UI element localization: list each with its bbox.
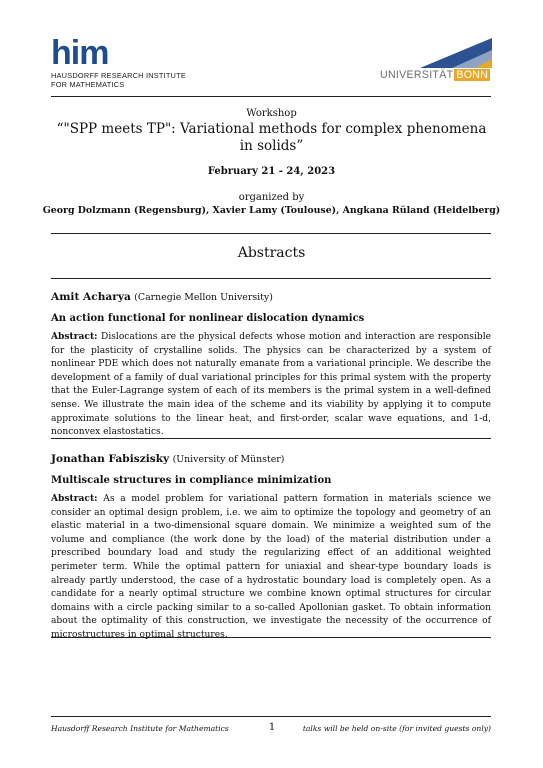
him-logo bbox=[51, 34, 211, 89]
abstract-label: Abstract: bbox=[51, 493, 98, 504]
workshop-title-line1: “"SPP meets TP": Variational methods for complex phenomena bbox=[56, 121, 487, 137]
him-logo-line2: FOR MATHEMATICS bbox=[51, 80, 125, 89]
talk-title: Multiscale structures in compliance minimization bbox=[51, 475, 332, 486]
abstract-body: Dislocations are the physical defects whose motion and interaction are responsible for the plasticity of crystalline solids. The physics can be characterized by a system of nonlinear PDE which does not naturally emanate from a variational principle. We describe the development of a family of dual variational principles for this primal system with the property that the Euler-Lagrange system of each of its members is the primal system in a well-defined sense. We illustrate the main idea of the scheme and its viability by applying it to compute approximate solutions to the linear heat, and first-order, scalar wave equations, and 1-d, nonconvex elastostatics. bbox=[51, 332, 491, 438]
abstract-text bbox=[51, 330, 491, 440]
abstract-label: Abstract: bbox=[51, 331, 98, 342]
talk-divider-2 bbox=[51, 637, 491, 638]
speaker-name: Jonathan Fabiszisky bbox=[51, 453, 170, 465]
university-word: UNIVERSITÄT bbox=[380, 69, 454, 81]
section-title: Abstracts bbox=[237, 245, 306, 261]
talk-title: An action functional for nonlinear dislocation dynamics bbox=[51, 313, 365, 324]
university-bonn-logo bbox=[380, 38, 492, 80]
workshop-dates: February 21 - 24, 2023 bbox=[207, 166, 336, 177]
workshop-label: Workshop bbox=[246, 108, 297, 119]
university-name bbox=[380, 69, 490, 81]
talk-divider-1 bbox=[51, 438, 491, 439]
organized-by-label: organized by bbox=[238, 192, 305, 203]
header-divider bbox=[51, 96, 491, 97]
abstract-body: As a model problem for variational pattern formation in materials science we consider an optimal design problem, i.e. we aim to optimize the topology and geometry of an elastic material in a two-dimensional square domain. We minimize a weighted sum of the volume and compliance (the work done by the load) of the material distribution under a prescribed boundary load and study the regularizing effect of an additional weighted perimeter term. While the optimal pattern for uniaxial and shear-type boundary loads is already partly understood, the case of a hydrostatic boundary load is completely open. As a candidate for a nearly optimal structure we combine known optimal structures for circular domains with a circle packing similar to a so-called Apollonian gasket. To obtain information about the optimality of this construction, we investigate the necessity of the occurrence of microstructures in optimal structures. bbox=[51, 494, 491, 640]
footer-divider bbox=[51, 716, 491, 717]
him-logo-line1: HAUSDORFF RESEARCH INSTITUTE bbox=[51, 71, 186, 80]
him-logo-subtitle bbox=[51, 71, 211, 89]
speaker-affiliation: (Carnegie Mellon University) bbox=[134, 292, 273, 303]
page-number: 1 bbox=[268, 722, 276, 733]
speaker-line bbox=[51, 291, 491, 303]
organizers: Georg Dolzmann (Regensburg), Xavier Lamy (Toulouse), Angkana Rüland (Heidelberg) bbox=[42, 205, 501, 216]
talk-entry-1 bbox=[51, 291, 491, 440]
workshop-title bbox=[40, 121, 503, 155]
abstract-text bbox=[51, 492, 491, 643]
speaker-line bbox=[51, 453, 491, 465]
footer-note: talks will be held on-site (for invited guests only) bbox=[302, 724, 491, 733]
bonn-word: BONN bbox=[456, 69, 489, 81]
speaker-name: Amit Acharya bbox=[51, 291, 131, 303]
workshop-title-line2: in solids” bbox=[239, 138, 304, 154]
divider-below-abstracts bbox=[51, 278, 491, 279]
bonn-logo-graphic bbox=[380, 38, 492, 68]
divider-above-abstracts bbox=[51, 233, 491, 234]
footer-institute: Hausdorff Research Institute for Mathematics bbox=[51, 724, 229, 733]
talk-entry-2 bbox=[51, 453, 491, 643]
speaker-affiliation: (University of Münster) bbox=[172, 454, 285, 465]
him-logo-mark: him bbox=[51, 34, 109, 72]
